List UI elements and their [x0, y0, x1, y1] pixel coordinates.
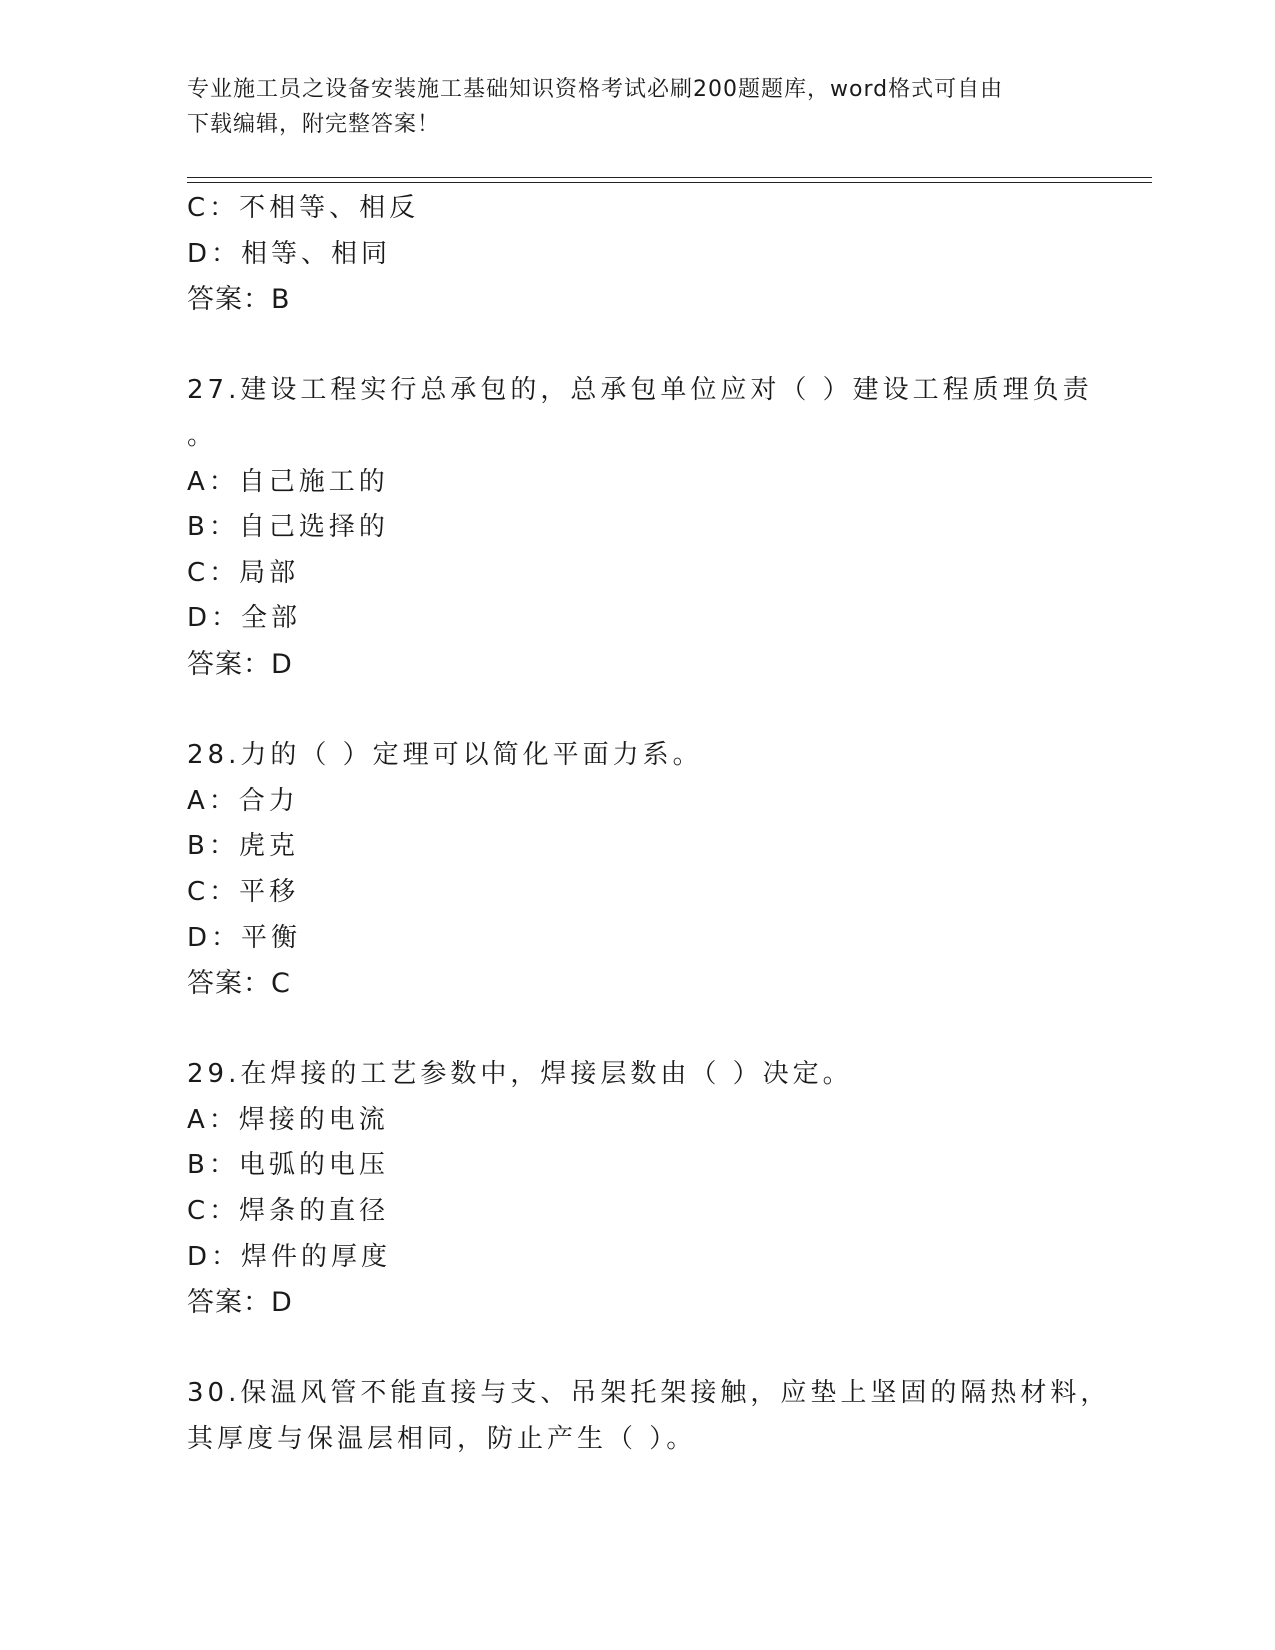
- spacer: [187, 323, 1087, 369]
- question-stem-continued: 其厚度与保温层相同，防止产生（ ）。: [187, 1424, 697, 1455]
- spacer: [187, 688, 1087, 734]
- question-30: [187, 1371, 1111, 1462]
- header-line-1: 专业施工员之设备安装施工基础知识资格考试必刷200题题库，word格式可自由: [187, 77, 1004, 102]
- question-body: [187, 186, 1111, 1463]
- spacer: [187, 1007, 1087, 1053]
- option-d: D：焊件的厚度: [187, 1241, 392, 1272]
- option-d: D：平衡: [187, 922, 302, 953]
- option-c: C：平移: [187, 876, 300, 907]
- option-b: B：自己选择的: [187, 512, 389, 543]
- header-rule-bottom: [187, 182, 1152, 183]
- option-b: B：虎克: [187, 831, 299, 862]
- option-a: A：焊接的电流: [187, 1104, 389, 1135]
- header-rule-top: [187, 177, 1152, 178]
- answer-line: 答案：C: [187, 968, 291, 1000]
- option-b: B：电弧的电压: [187, 1150, 389, 1181]
- question-26-continued: [187, 186, 1087, 323]
- question-stem: 29.在焊接的工艺参数中，焊接层数由（ ）决定。: [187, 1059, 853, 1090]
- option-c: C：焊条的直径: [187, 1196, 390, 1227]
- option-a: A：合力: [187, 785, 299, 816]
- question-stem: 28.力的（ ）定理可以简化平面力系。: [187, 740, 703, 771]
- document-header: [187, 72, 1067, 142]
- question-stem-continued: 。: [187, 420, 218, 451]
- option-d: D：相等、相同: [187, 238, 392, 269]
- question-29: [187, 1052, 1087, 1326]
- option-c: C：不相等、相反: [187, 193, 420, 223]
- option-a: A：自己施工的: [187, 466, 389, 497]
- spacer: [187, 1326, 1087, 1372]
- option-d: D：全部: [187, 603, 302, 634]
- header-line-2: 下载编辑，附完整答案！: [187, 112, 441, 137]
- question-stem: 30.保温风管不能直接与支、吊架托架接触，应垫上坚固的隔热材料，: [187, 1378, 1111, 1409]
- answer-line: 答案：B: [187, 284, 291, 316]
- question-stem: 27.建设工程实行总承包的，总承包单位应对（ ）建设工程质理负责: [187, 375, 1093, 406]
- question-28: [187, 733, 1087, 1007]
- answer-line: 答案：D: [187, 1287, 293, 1319]
- question-27: [187, 368, 1093, 687]
- option-c: C：局部: [187, 557, 300, 588]
- answer-line: 答案：D: [187, 648, 293, 680]
